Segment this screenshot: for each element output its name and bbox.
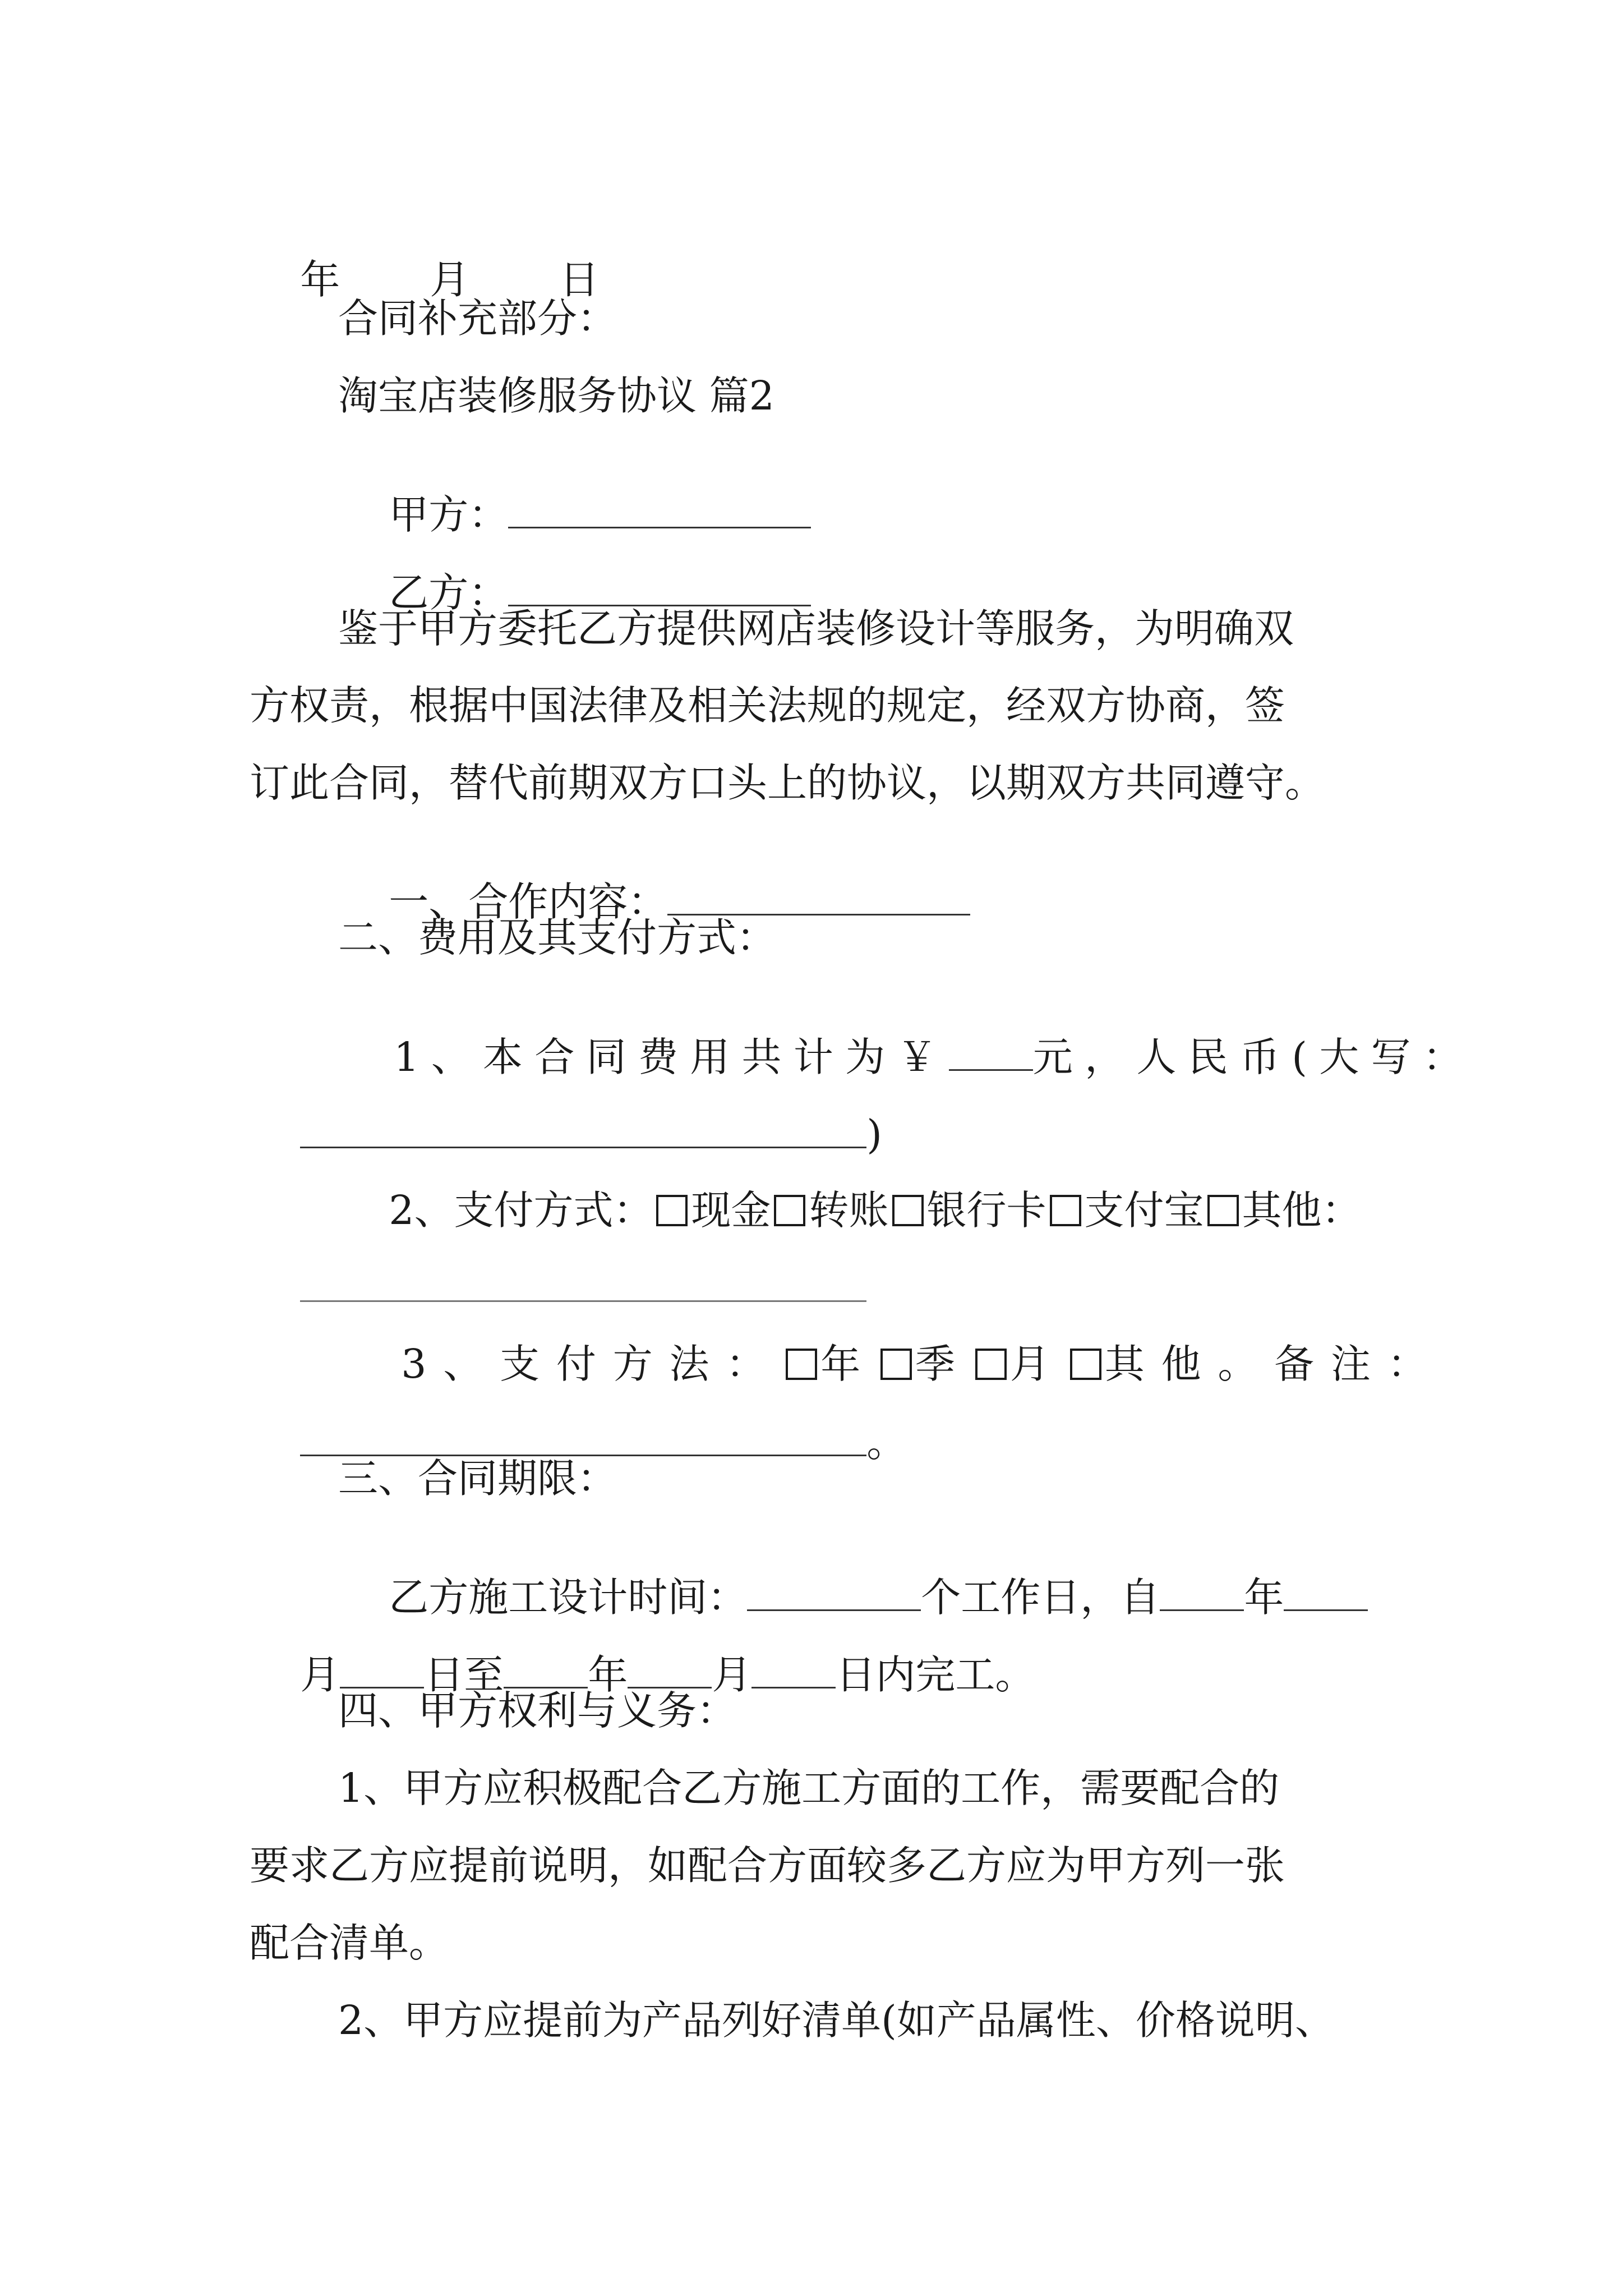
duty-1-line-1: 1、甲方应积极配合乙方施工方面的工作，需要配合的 [338, 1765, 1280, 1811]
start-day-blank [340, 1653, 424, 1688]
agreement-title: 淘宝店装修服务协议 篇2 [338, 372, 774, 419]
checkbox-quarter[interactable] [880, 1349, 912, 1380]
fee-amount-blank [949, 1036, 1033, 1071]
end-year-blank [504, 1653, 588, 1688]
party-b-line: 乙方： [338, 531, 811, 652]
workdays-blank [747, 1576, 921, 1611]
payment-method-line: 2、支付方式： 现金 转账 银行卡 支付宝 其他： [389, 1187, 1362, 1234]
start-month-blank [1284, 1576, 1368, 1611]
checkbox-month[interactable] [975, 1349, 1007, 1380]
party-a-line: 甲方： [338, 453, 811, 574]
date-line: 年 月 日 [300, 256, 600, 303]
duty-2-line-1: 2、甲方应提前为产品列好清单(如产品属性、价格说明、 [338, 1997, 1335, 2044]
term-line-1: 乙方施工设计时间： 个工作日，自 年 [338, 1536, 1368, 1657]
checkbox-other[interactable] [1207, 1195, 1239, 1226]
term-line-2: 月 日至 年 月 日内完工。 [300, 1651, 1035, 1698]
duty-1-line-3: 配合清单。 [250, 1920, 449, 1966]
party-b-blank [508, 571, 811, 606]
start-year-blank [1160, 1576, 1244, 1611]
fee-capital-line: ) [250, 1073, 882, 1194]
end-day-blank [751, 1653, 836, 1688]
payment-remark-line: 。 [250, 1381, 906, 1502]
checkbox-year[interactable] [786, 1349, 817, 1380]
checkbox-alipay[interactable] [1050, 1195, 1081, 1226]
checkbox-cash[interactable] [656, 1195, 688, 1226]
remark-blank [300, 1421, 866, 1456]
preamble-line-2: 方权责，根据中国法律及相关法规的规定，经双方协商，签 [250, 682, 1285, 729]
preamble-line-1: 鉴于甲方委托乙方提供网店装修设计等服务，为明确双 [338, 605, 1294, 652]
section-2-heading: 二、费用及其支付方式： [338, 914, 777, 961]
section-4-heading: 四、甲方权利与义务： [338, 1687, 737, 1734]
fee-line: 1、本合同费用共计为￥ 元，人民币(大写： [394, 1034, 1475, 1080]
supplement-heading: 合同补充部分： [338, 295, 617, 342]
cooperation-blank [667, 880, 970, 915]
checkbox-bank-card[interactable] [892, 1195, 924, 1226]
payment-other-blank [300, 1267, 866, 1302]
section-3-heading: 三、合同期限： [338, 1455, 617, 1502]
checkbox-other-way[interactable] [1070, 1349, 1101, 1380]
end-month-blank [628, 1653, 712, 1688]
payment-way-line: 3、支付方法： 年 季 月 其他。备注： [401, 1341, 1444, 1387]
duty-1-line-2: 要求乙方应提前说明，如配合方面较多乙方应为甲方列一张 [250, 1842, 1285, 1889]
fee-capital-blank [300, 1113, 866, 1148]
section-1-line: 一、合作内容： [338, 840, 970, 961]
checkbox-transfer[interactable] [774, 1195, 805, 1226]
preamble-line-3: 订此合同，替代前期双方口头上的协议，以期双方共同遵守。 [250, 760, 1325, 806]
party-a-blank [508, 493, 811, 528]
